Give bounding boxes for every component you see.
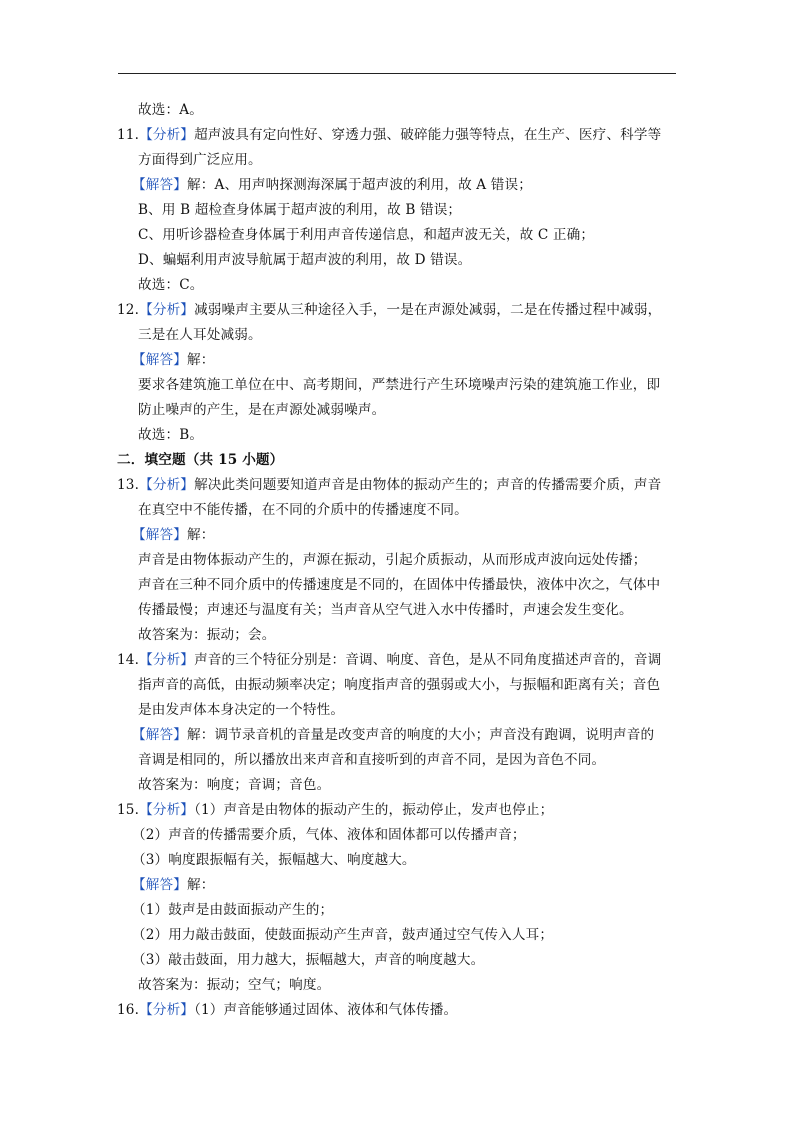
q12-answer-line-2: 要求各建筑施工单位在中、高考期间，严禁进行产生环境噪声污染的建筑施工作业，即 (138, 377, 661, 393)
q11-answer-line-4: D、蝙蝠利用声波导航属于超声波的利用，故 D 错误。 (138, 252, 472, 268)
q13-answer-line-3: 声音在三种不同介质中的传播速度是不同的，在固体中传播最快，液体中次之，气体中 (138, 577, 661, 593)
q14-answer-line-2: 音调是相同的，所以播放出来声音和直接听到的声音不同，是因为音色不同。 (138, 752, 606, 768)
q15-answer-line-1: 【解答】解： (132, 877, 215, 893)
q12-analysis-line-1: 12.【分析】减弱噪声主要从三种途径入手，一是在声源处减弱，二是在传播过程中减弱， (117, 302, 662, 318)
q11-analysis-tag: 【分析】 (139, 127, 195, 143)
q11-answer-tag: 【解答】 (132, 177, 187, 193)
q15-analysis-tag: 【分析】 (139, 802, 195, 818)
q15-number: 15. (117, 802, 140, 818)
q14-answer-line-1: 【解答】解：调节录音机的音量是改变声音的响度的大小；声音没有跑调，说明声音的 (132, 727, 655, 743)
q12-answer-tag: 【解答】 (132, 352, 187, 368)
q11-answer-line-1: 【解答】解：A、用声呐探测海深属于超声波的利用，故 A 错误； (132, 177, 532, 193)
q15-conclusion: 故答案为：振动；空气；响度。 (138, 977, 331, 993)
q13-number: 13. (117, 477, 140, 493)
q13-answer-line-4: 传播最慢；声速还与温度有关；当声音从空气进入水中传播时，声速会发生变化。 (138, 602, 633, 618)
q16-number: 16. (117, 1002, 140, 1018)
q13-analysis-line-1: 13.【分析】解决此类问题要知道声音是由物体的振动产生的；声音的传播需要介质，声音 (117, 477, 662, 493)
q11-analysis-line-1: 11.【分析】超声波具有定向性好、穿透力强、破碎能力强等特点，在生产、医疗、科学等 (117, 127, 662, 143)
q15-answer-line-2: （1）鼓声是由鼓面振动产生的； (132, 902, 334, 918)
q13-conclusion: 故答案为：振动；会。 (138, 627, 276, 643)
q14-analysis-tag: 【分析】 (139, 652, 195, 668)
q15-answer-line-3: （2）用力敲击鼓面，使鼓面振动产生声音，鼓声通过空气传入人耳； (132, 927, 554, 943)
q13-analysis-line-2: 在真空中不能传播，在不同的介质中的传播速度不同。 (138, 502, 468, 518)
q15-answer-tag: 【解答】 (132, 877, 187, 893)
q13-answer-line-2: 声音是由物体振动产生的，声源在振动，引起介质振动，从而形成声波向远处传播； (138, 552, 647, 568)
q15-analysis-line-1: 15.【分析】（1）声音是由物体的振动产生的，振动停止，发声也停止； (117, 802, 554, 818)
q12-analysis-tag: 【分析】 (139, 302, 195, 318)
q12-analysis-line-2: 三是在人耳处减弱。 (138, 327, 262, 343)
q15-answer-line-4: （3）敲击鼓面，用力越大，振幅越大，声音的响度越大。 (132, 952, 485, 968)
q11-analysis-line-2: 方面得到广泛应用。 (138, 152, 262, 168)
q14-answer-tag: 【解答】 (132, 727, 187, 743)
q11-number: 11. (117, 127, 140, 143)
q15-analysis-line-2: （2）声音的传播需要介质，气体、液体和固体都可以传播声音； (132, 827, 526, 843)
q15-analysis-line-3: （3）响度跟振幅有关，振幅越大、响度越大。 (132, 852, 416, 868)
q11-conclusion: 故选：C。 (138, 277, 204, 293)
q11-answer-line-3: C、用听诊器检查身体属于利用声音传递信息，和超声波无关，故 C 正确； (138, 227, 595, 243)
q16-analysis-line-1: 16.【分析】（1）声音能够通过固体、液体和气体传播。 (117, 1002, 458, 1018)
header-rule (118, 73, 676, 74)
q14-number: 14. (117, 652, 140, 668)
q13-answer-line-1: 【解答】解： (132, 527, 215, 543)
q10-conclusion: 故选：A。 (138, 102, 203, 118)
q14-conclusion: 故答案为：响度；音调；音色。 (138, 777, 331, 793)
q13-analysis-tag: 【分析】 (139, 477, 195, 493)
q12-number: 12. (117, 302, 140, 318)
q14-analysis-line-3: 是由发声体本身决定的一个特性。 (138, 702, 345, 718)
section-heading: 二．填空题（共 15 小题） (117, 452, 284, 468)
q16-analysis-tag: 【分析】 (139, 1002, 195, 1018)
q12-answer-line-3: 防止噪声的产生，是在声源处减弱噪声。 (138, 402, 386, 418)
q11-answer-line-2: B、用 B 超检查身体属于超声波的利用，故 B 错误； (138, 202, 462, 218)
q14-analysis-line-1: 14.【分析】声音的三个特征分别是：音调、响度、音色，是从不同角度描述声音的，音调 (117, 652, 662, 668)
q12-conclusion: 故选：B。 (138, 427, 204, 443)
q13-answer-tag: 【解答】 (132, 527, 187, 543)
q14-analysis-line-2: 指声音的高低，由振动频率决定；响度指声音的强弱或大小，与振幅和距离有关；音色 (138, 677, 661, 693)
q12-answer-line-1: 【解答】解： (132, 352, 215, 368)
